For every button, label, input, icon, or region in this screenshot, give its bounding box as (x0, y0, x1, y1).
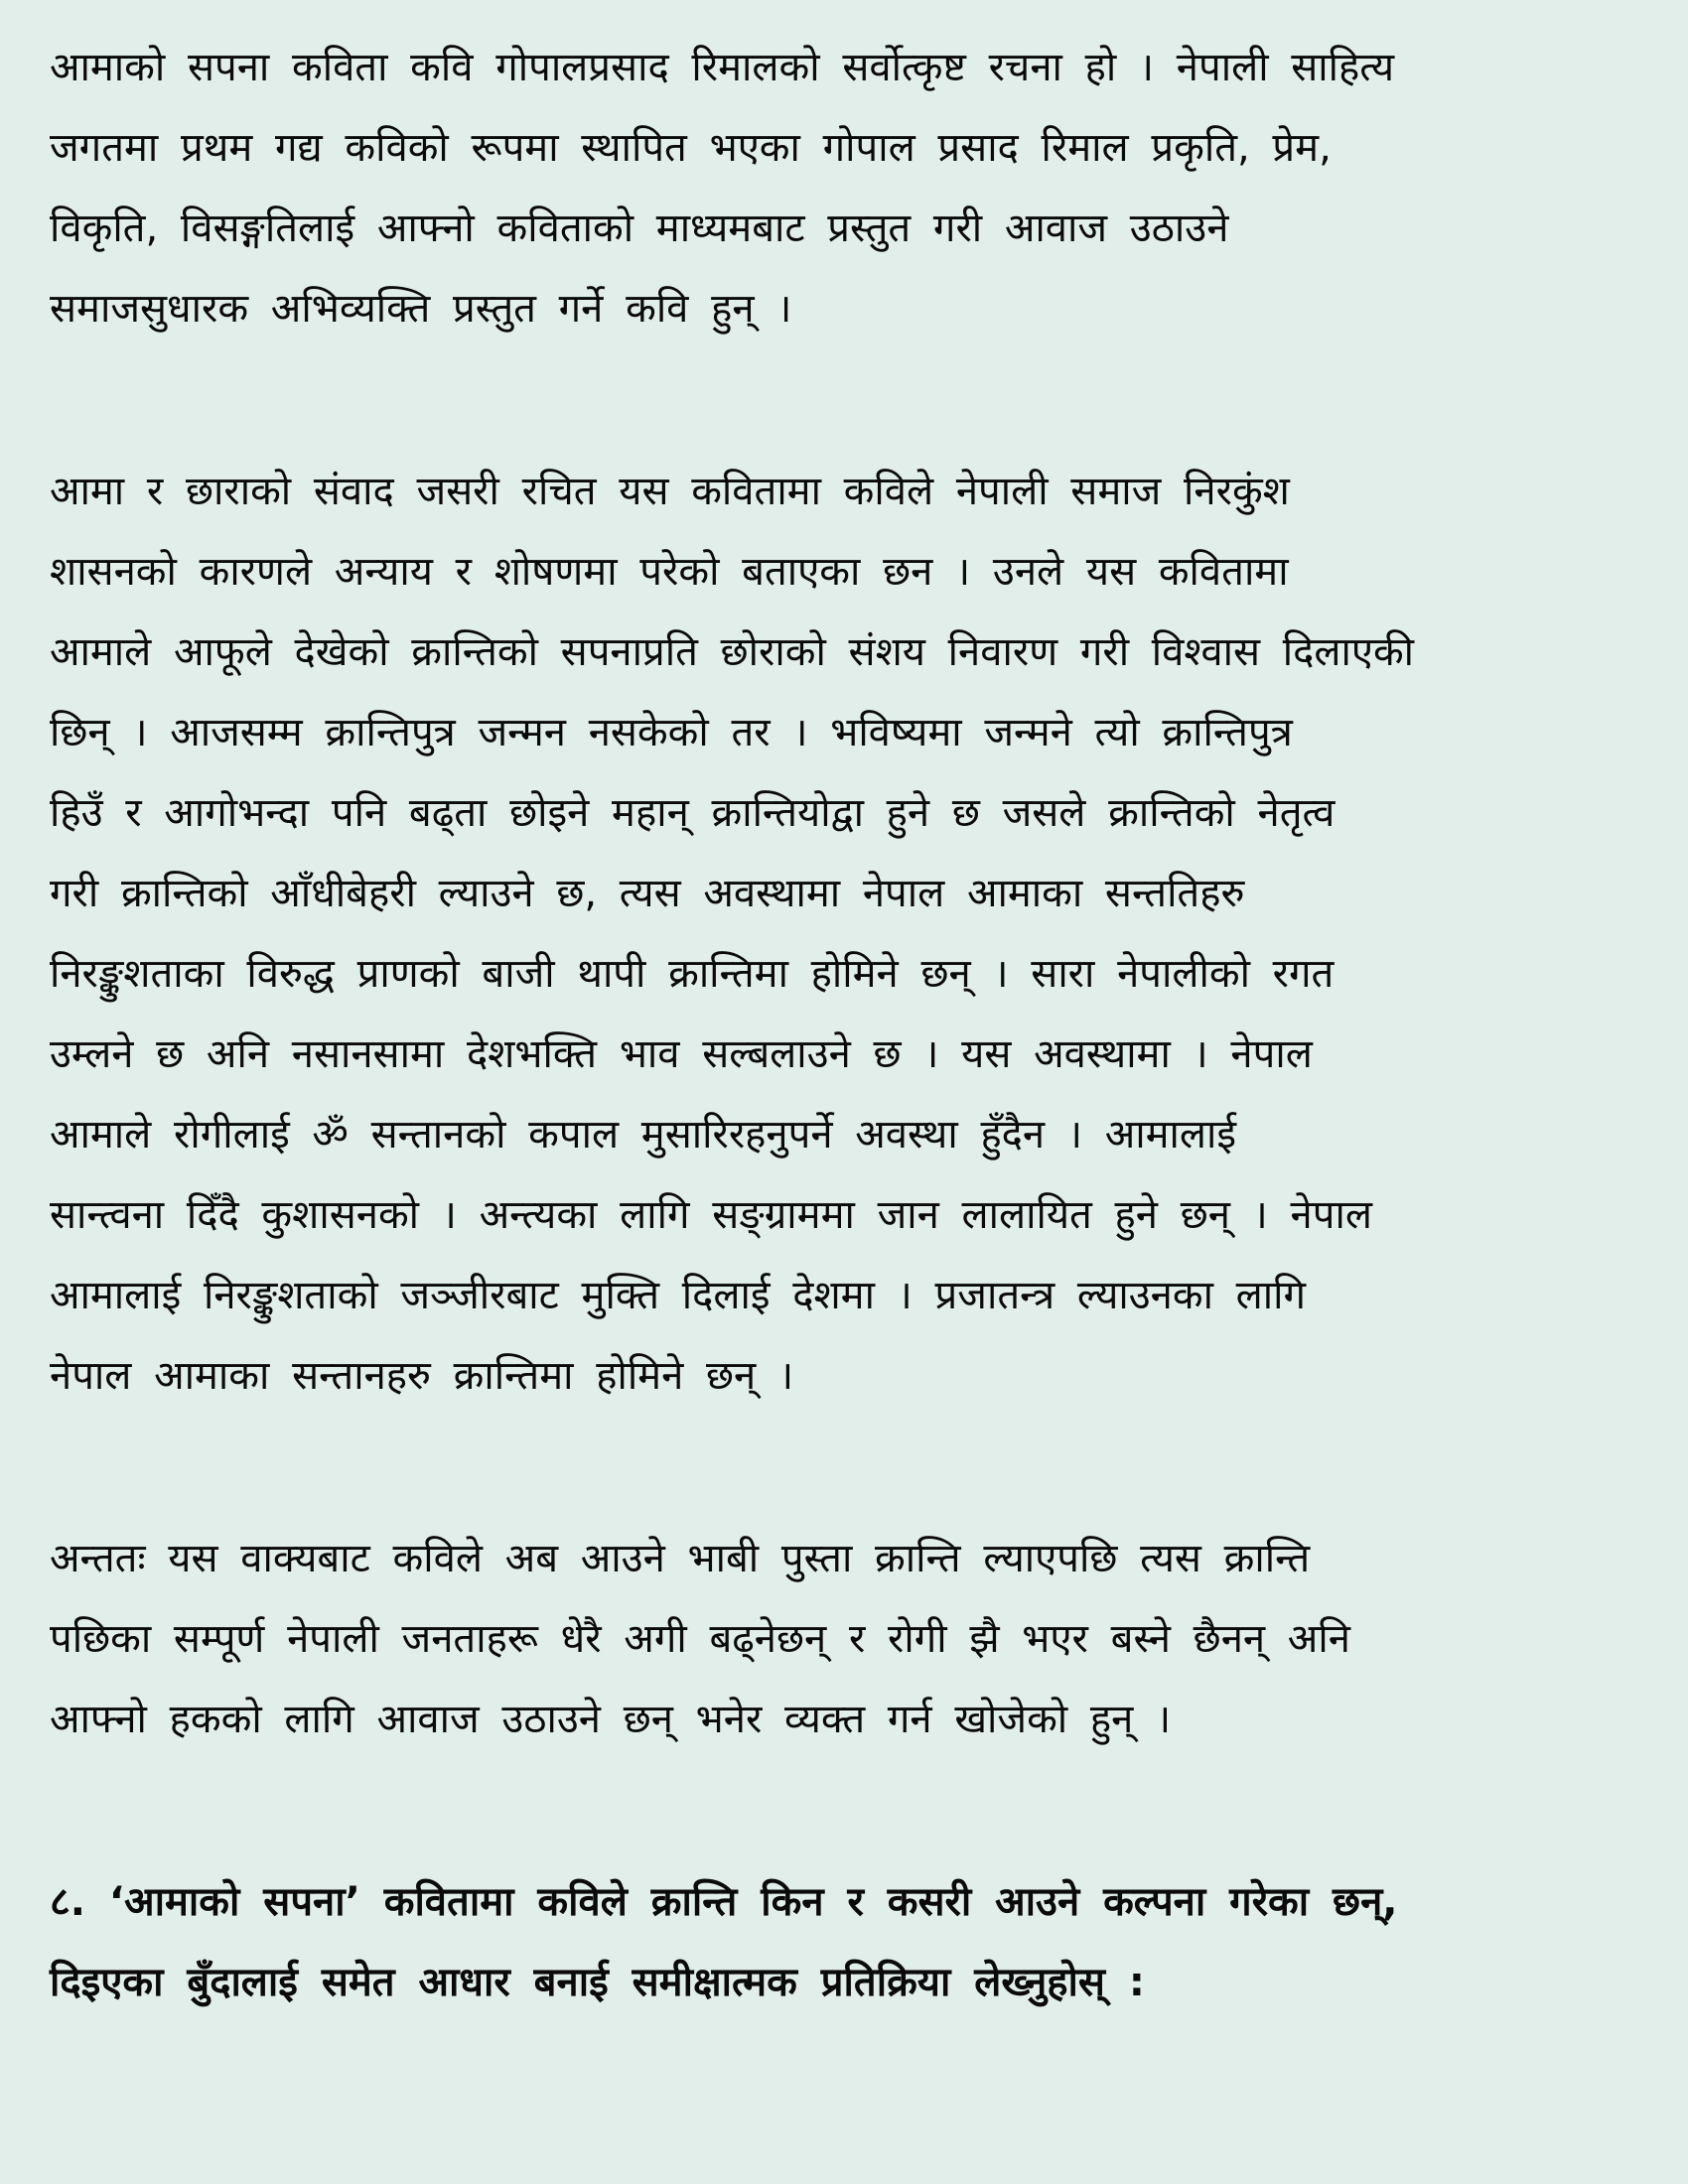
text-line: आमाले आफूले देखेको क्रान्तिको सपनाप्रति छोराको संशय निवारण गरी विश्वास दिलाएकी (50, 629, 1415, 675)
text-line: आमाको सपना कविता कवि गोपालप्रसाद रिमालको सर्वोत्कृष्ट रचना हो । नेपाली साहित्य (50, 45, 1395, 90)
text-line: शासनको कारणले अन्याय र शोषणमा परेको बताएका छन । उनले यस कवितामा (50, 549, 1289, 595)
text-line: नेपाल आमाका सन्तानहरु क्रान्तिमा होमिने छन् । (50, 1353, 794, 1399)
paragraph-body (50, 452, 1658, 1417)
text-line: सान्त्वना दिँदै कुशासनको । अन्त्यका लागि सङ्ग्राममा जान लालायित हुने छन् । नेपाल (50, 1192, 1372, 1238)
question-heading (50, 1862, 1658, 2023)
text-line: आफ्नो हकको लागि आवाज उठाउने छन् भनेर व्यक्त गर्न खोजेको हुन् । (50, 1697, 1172, 1742)
text-line: आमाले रोगीलाई ॐ सन्तानको कपाल मुसारिरहनुपर्ने अवस्था हुँदैन । आमालाई (50, 1112, 1236, 1158)
text-line: अन्ततः यस वाक्यबाट कविले अब आउने भाबी पुस्ता क्रान्ति ल्याएपछि त्यस क्रान्ति (50, 1536, 1311, 1581)
paragraph-intro (50, 28, 1658, 349)
text-line: गरी क्रान्तिको आँधीबेहरी ल्याउने छ, त्यस अवस्थामा नेपाल आमाका सन्ततिहरु (50, 871, 1245, 916)
question-line: दिइएका बुँदालाई समेत आधार बनाई समीक्षात्मक प्रतिक्रिया लेख्नुहोस् : (50, 1960, 1145, 2005)
text-line: आमा र छाराको संवाद जसरी रचित यस कवितामा कविले नेपाली समाज निरकुंश (50, 469, 1290, 514)
text-line: हिउँ र आगोभन्दा पनि बढ्ता छोइने महान् क्रान्तियोद्वा हुने छ जसले क्रान्तिको नेतृत्व (50, 790, 1336, 836)
paragraph-conclusion (50, 1519, 1658, 1760)
text-line: उम्लने छ अनि नसानसामा देशभक्ति भाव सल्बलाउने छ । यस अवस्थामा । नेपाल (50, 1031, 1313, 1077)
text-line: पछिका सम्पूर्ण नेपाली जनताहरू धेरै अगी बढ्नेछन् र रोगी झै भएर बस्ने छैनन् अनि (50, 1616, 1350, 1662)
text-line: छिन् । आजसम्म क्रान्तिपुत्र जन्मन नसकेको तर । भविष्यमा जन्मने त्यो क्रान्तिपुत्र (50, 710, 1293, 755)
text-line: विकृति, विसङ्गतिलाई आफ्नो कविताको माध्यमबाट प्रस्तुत गरी आवाज उठाउने (50, 205, 1229, 251)
document-page (50, 28, 1658, 2023)
text-line: समाजसुधारक अभिव्यक्ति प्रस्तुत गर्ने कवि हुन् । (50, 286, 792, 332)
text-line: जगतमा प्रथम गद्य कविको रूपमा स्थापित भएका गोपाल प्रसाद रिमाल प्रकृति, प्रेम, (50, 125, 1332, 171)
question-line: ८. ‘आमाको सपना’ कवितामा कविले क्रान्ति किन र कसरी आउने कल्पना गरेका छन्, (50, 1879, 1398, 1925)
text-line: आमालाई निरङ्कुशताको जञ्जीरबाट मुक्ति दिलाई देशमा । प्रजातन्त्र ल्याउनका लागि (50, 1273, 1307, 1318)
text-line: निरङ्कुशताका विरुद्ध प्राणको बाजी थापी क्रान्तिमा होमिने छन् । सारा नेपालीको रगत (50, 951, 1335, 997)
